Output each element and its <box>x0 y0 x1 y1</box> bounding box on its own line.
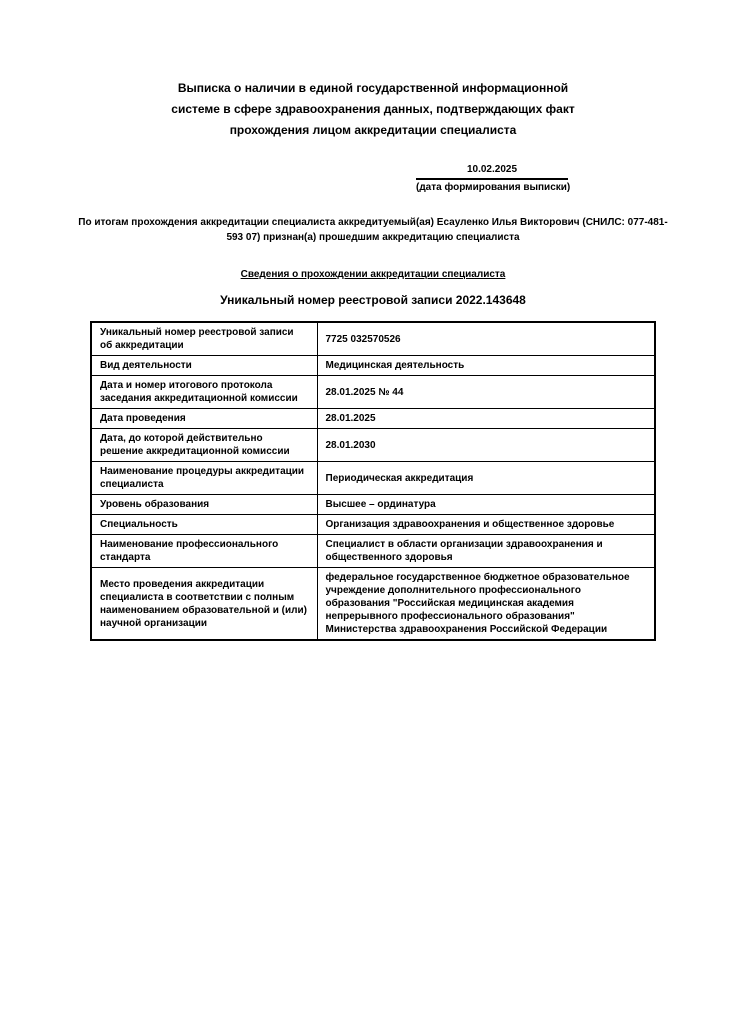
table-row <box>91 409 655 429</box>
row-label: Уникальный номер реестровой записи об аккредитации <box>91 322 317 356</box>
row-value: 28.01.2030 <box>317 429 655 462</box>
section-heading: Сведения о прохождении аккредитации специалиста <box>240 269 506 280</box>
document-title-line: Выписка о наличии в единой государственной информационной <box>177 81 569 95</box>
row-label: Дата, до которой действительно решение аккредитационной комиссии <box>91 429 317 462</box>
extract-date-caption: (дата формирования выписки) <box>416 182 571 193</box>
row-label: Вид деятельности <box>91 356 317 376</box>
extract-date: 10.02.2025 <box>416 164 568 180</box>
table-row <box>91 376 655 409</box>
intro-paragraph <box>0 215 746 245</box>
table-row <box>91 515 655 535</box>
row-value: Высшее – ординатура <box>317 495 655 515</box>
row-value: Медицинская деятельность <box>317 356 655 376</box>
row-label: Дата проведения <box>91 409 317 429</box>
table-row <box>91 322 655 356</box>
document-title-line: прохождения лицом аккредитации специалиста <box>229 123 517 137</box>
row-label: Место проведения аккредитации специалиста в соответствии с полным наименованием образовательной и (или) научной организации <box>91 568 317 641</box>
extract-date-block <box>416 164 571 194</box>
row-label: Наименование процедуры аккредитации специалиста <box>91 462 317 495</box>
row-value: Специалист в области организации здравоохранения и общественного здоровья <box>317 535 655 568</box>
document-title <box>0 78 746 141</box>
row-label: Дата и номер итогового протокола заседания аккредитационной комиссии <box>91 376 317 409</box>
row-value: 7725 032570526 <box>317 322 655 356</box>
table-row <box>91 462 655 495</box>
accreditation-table <box>90 321 656 641</box>
row-label: Уровень образования <box>91 495 317 515</box>
row-value: 28.01.2025 <box>317 409 655 429</box>
row-value: федеральное государственное бюджетное образовательное учреждение дополнительного профессионального образования "Российская медицинская академия непрерывного профессионального образования" Министерства здравоохранения Российской Федерации <box>317 568 655 641</box>
table-row <box>91 429 655 462</box>
intro-paragraph-line: 593 07) признан(а) прошедшим аккредитацию специалиста <box>226 232 520 243</box>
table-row <box>91 568 655 641</box>
registry-number-heading: Уникальный номер реестровой записи 2022.143648 <box>220 293 526 307</box>
table-row <box>91 495 655 515</box>
row-label: Специальность <box>91 515 317 535</box>
table-row <box>91 356 655 376</box>
row-value: Периодическая аккредитация <box>317 462 655 495</box>
row-value: 28.01.2025 № 44 <box>317 376 655 409</box>
row-label: Наименование профессионального стандарта <box>91 535 317 568</box>
intro-paragraph-line: По итогам прохождения аккредитации специалиста аккредитуемый(ая) Есауленко Илья Викторович (СНИЛС: 077-481- <box>78 217 668 228</box>
row-value: Организация здравоохранения и общественное здоровье <box>317 515 655 535</box>
document-title-line: системе в сфере здравоохранения данных, подтверждающих факт <box>171 102 575 116</box>
table-row <box>91 535 655 568</box>
